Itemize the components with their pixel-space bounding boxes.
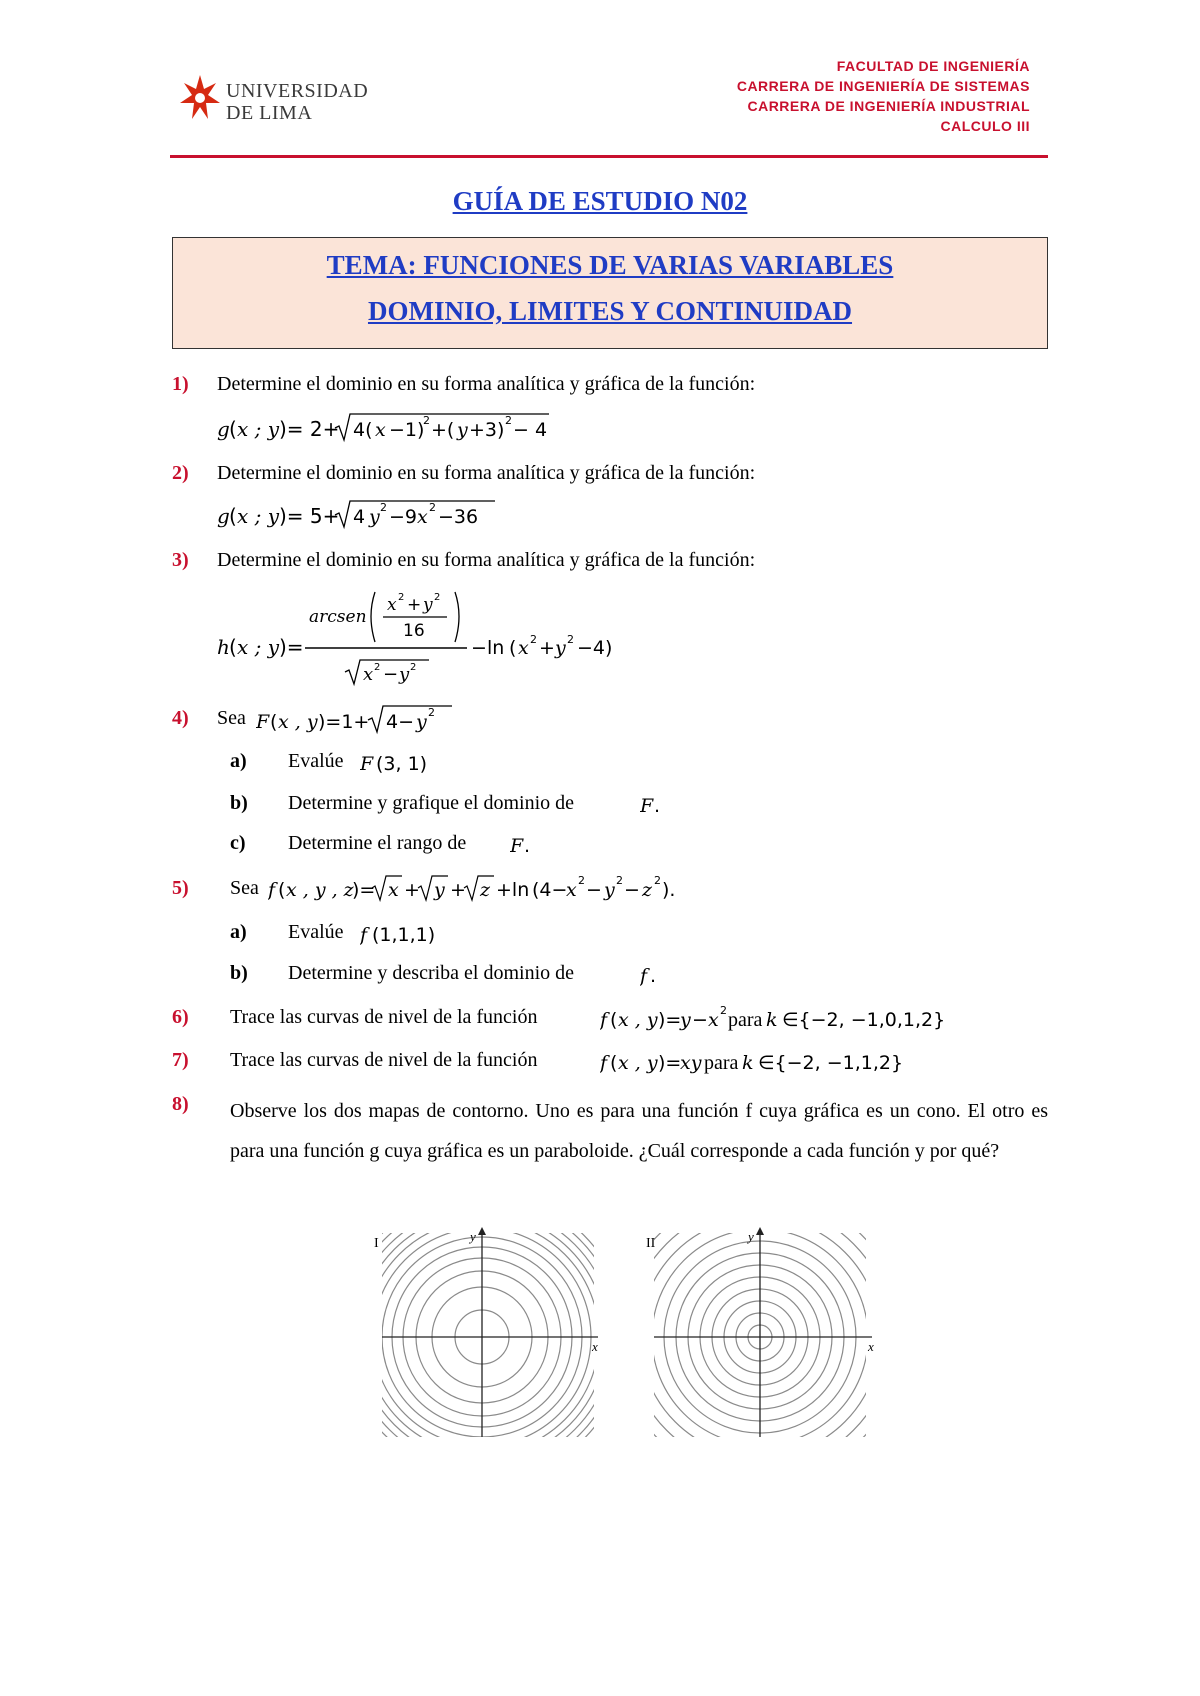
contour-map-I <box>370 1225 610 1445</box>
svg-text:k: k <box>742 1052 754 1074</box>
svg-text:(: ( <box>509 637 517 659</box>
svg-text:2: 2 <box>720 1004 727 1017</box>
svg-text:F: F <box>360 753 374 775</box>
svg-text:4(: 4( <box>353 419 373 441</box>
problem-5-number: 5) <box>172 877 189 899</box>
problem-8-text: Observe los dos mapas de contorno. Uno es para una función f cuya gráfica es un cono. El otro es para una función g cuya gráfica es un paraboloide. ¿Cuál corresponde a cada función y por qué? <box>230 1100 1048 1162</box>
svg-text:∈{−2, −1,0,1,2}: ∈{−2, −1,0,1,2} <box>782 1009 946 1031</box>
svg-text:+(: +( <box>431 419 455 441</box>
svg-text:y: y <box>399 664 410 685</box>
problem-5-text: Sea <box>230 877 259 899</box>
logo-line-1: UNIVERSIDAD <box>226 80 369 102</box>
svg-text:(: ( <box>229 417 237 441</box>
svg-text:2: 2 <box>410 662 417 673</box>
svg-text:(: ( <box>610 1009 618 1031</box>
problem-4-text: Sea <box>217 707 246 729</box>
svg-text:2: 2 <box>434 592 441 603</box>
problem-3-number: 3) <box>172 549 189 571</box>
svg-text:x ; y: x ; y <box>237 417 280 441</box>
problem-5b-text: Determine y describa el dominio de <box>288 962 575 984</box>
svg-text:)=: )= <box>352 879 376 901</box>
problem-4c-text: Determine el rango de <box>288 832 467 854</box>
svg-text:f: f <box>360 924 368 946</box>
svg-text:)= 5+: )= 5+ <box>279 504 340 528</box>
problem-1-formula <box>217 410 577 444</box>
svg-text:)= 2+: )= 2+ <box>279 417 340 441</box>
svg-text:−: − <box>383 664 399 685</box>
problem-4a-text: Evalúe <box>288 750 344 772</box>
problem-2-text: Determine el dominio en su forma analítica y gráfica de la función: <box>217 462 756 484</box>
problem-3-text: Determine el dominio en su forma analítica y gráfica de la función: <box>217 549 756 571</box>
problem-5a-formula <box>360 915 450 954</box>
svg-text:2: 2 <box>374 662 381 673</box>
university-logo <box>178 70 378 130</box>
problem-1-number: 1) <box>172 373 189 395</box>
svg-text:−: − <box>586 879 602 901</box>
svg-text:F: F <box>256 711 270 733</box>
svg-text:z: z <box>642 879 653 901</box>
svg-text:(: ( <box>229 635 237 659</box>
svg-text:(1,1,1): (1,1,1) <box>372 924 436 946</box>
svg-text:+: + <box>404 879 420 901</box>
svg-text:+: + <box>407 595 422 615</box>
svg-text:y: y <box>416 711 427 733</box>
svg-text:2: 2 <box>428 706 435 719</box>
svg-text:+ln: +ln <box>496 879 530 901</box>
svg-text:ln: ln <box>487 637 505 659</box>
svg-text:.: . <box>650 965 657 987</box>
svg-text:2: 2 <box>380 501 387 514</box>
svg-text:.: . <box>654 795 661 817</box>
problem-2-number: 2) <box>172 462 189 484</box>
svg-text:g: g <box>217 504 230 528</box>
svg-text:arcsen: arcsen <box>309 607 367 627</box>
topic-line-1: TEMA: FUNCIONES DE VARIAS VARIABLES <box>326 250 894 280</box>
svg-text:2: 2 <box>398 592 405 603</box>
svg-text:f: f <box>640 965 648 987</box>
problem-4c-label: c) <box>230 832 246 854</box>
svg-text:k: k <box>766 1009 778 1031</box>
svg-text:x , y , z: x , y , z <box>286 879 354 901</box>
svg-text:y: y <box>423 595 433 615</box>
problem-6-number: 6) <box>172 1006 189 1028</box>
problem-4b-label: b) <box>230 792 248 814</box>
svg-text:h: h <box>217 635 230 659</box>
svg-text:y: y <box>680 1009 691 1031</box>
problem-4b-text: Determine y grafique el dominio de <box>288 792 575 814</box>
svg-text:2: 2 <box>429 501 436 514</box>
svg-text:x: x <box>387 595 397 615</box>
header-line: CARRERA DE INGENIERÍA INDUSTRIAL <box>747 98 1030 114</box>
svg-text:(3, 1): (3, 1) <box>376 753 428 775</box>
svg-text:−36: −36 <box>438 506 479 528</box>
problem-5-formula <box>268 868 718 909</box>
svg-text:x: x <box>518 637 529 659</box>
svg-text:4−: 4− <box>386 711 415 733</box>
svg-text:2: 2 <box>423 414 430 427</box>
svg-text:F: F <box>640 795 654 817</box>
svg-text:x ; y: x ; y <box>237 635 280 659</box>
problem-6-text: Trace las curvas de nivel de la función <box>230 1006 538 1028</box>
svg-text:4: 4 <box>353 506 366 528</box>
svg-text:∈{−2, −1,1,2}: ∈{−2, −1,1,2} <box>758 1052 904 1074</box>
svg-text:(: ( <box>270 711 278 733</box>
svg-text:f: f <box>600 1009 608 1031</box>
problem-5a-label: a) <box>230 921 247 943</box>
map-I-x-label: x <box>592 1339 598 1354</box>
svg-text:+: + <box>539 637 555 659</box>
svg-text:(: ( <box>610 1052 618 1074</box>
problem-4a-formula <box>360 744 450 783</box>
svg-text:2: 2 <box>616 874 623 887</box>
svg-text:−1): −1) <box>389 419 425 441</box>
svg-text:−9: −9 <box>389 506 418 528</box>
svg-text:−4): −4) <box>577 637 613 659</box>
problem-5b-formula <box>640 956 670 995</box>
map-I-y-label: y <box>470 1229 476 1244</box>
svg-text:2: 2 <box>567 633 574 646</box>
problem-4-number: 4) <box>172 707 189 729</box>
svg-text:x: x <box>708 1009 719 1031</box>
logo-line-2: DE LIMA <box>226 102 313 124</box>
svg-text:y: y <box>604 879 615 901</box>
svg-text:2: 2 <box>578 874 585 887</box>
svg-text:x: x <box>566 879 577 901</box>
svg-text:−: − <box>471 637 487 659</box>
svg-text:)=1+: )=1+ <box>318 711 370 733</box>
svg-text:(: ( <box>229 504 237 528</box>
svg-text:)=: )= <box>658 1052 682 1074</box>
svg-text:g: g <box>217 417 230 441</box>
logo-star-icon <box>178 73 222 123</box>
map-I-label: I <box>374 1236 379 1251</box>
topic-line-2: DOMINIO, LIMITES Y CONTINUIDAD <box>367 296 853 326</box>
svg-text:(4−: (4− <box>532 879 568 901</box>
svg-text:).: ). <box>662 879 676 901</box>
problem-3-formula <box>217 586 637 701</box>
svg-text:x , y: x , y <box>618 1052 658 1074</box>
svg-text:x: x <box>375 419 386 441</box>
svg-text:16: 16 <box>403 621 425 641</box>
problem-4b-formula <box>640 786 670 825</box>
svg-text:y: y <box>555 637 566 659</box>
svg-text:−: − <box>692 1009 708 1031</box>
problem-4c-formula <box>510 826 540 865</box>
svg-text:x: x <box>363 664 374 685</box>
svg-text:)=: )= <box>658 1009 682 1031</box>
svg-text:f: f <box>268 879 276 901</box>
svg-text:+: + <box>450 879 466 901</box>
svg-text:x: x <box>388 879 399 901</box>
svg-text:y: y <box>369 506 380 528</box>
svg-text:y: y <box>434 879 445 901</box>
svg-text:x , y: x , y <box>618 1009 658 1031</box>
svg-text:−: − <box>624 879 640 901</box>
problem-4-formula <box>256 700 466 741</box>
problem-2-formula <box>217 497 517 538</box>
problem-5a-text: Evalúe <box>288 921 344 943</box>
header-line: FACULTAD DE INGENIERÍA <box>836 58 1030 74</box>
topic-box <box>172 237 1048 349</box>
svg-text:f: f <box>600 1052 608 1074</box>
header-divider <box>170 155 1048 158</box>
problem-7-para: para <box>704 1052 739 1074</box>
problem-7-text: Trace las curvas de nivel de la función <box>230 1049 538 1071</box>
svg-text:2: 2 <box>505 414 512 427</box>
svg-text:2: 2 <box>654 874 661 887</box>
problem-8-number: 8) <box>172 1093 189 1115</box>
header-line: CARRERA DE INGENIERÍA DE SISTEMAS <box>736 78 1030 94</box>
problem-1-text: Determine el dominio en su forma analítica y gráfica de la función: <box>217 373 756 395</box>
problem-5b-label: b) <box>230 962 248 984</box>
svg-text:xy: xy <box>680 1052 702 1074</box>
problem-7-formula <box>600 1041 940 1082</box>
svg-text:x ; y: x ; y <box>237 504 280 528</box>
header-faculty-block <box>737 56 1030 136</box>
map-II-y-label: y <box>748 1229 754 1244</box>
svg-text:)=: )= <box>279 635 304 659</box>
problem-4a-label: a) <box>230 750 247 772</box>
svg-text:y: y <box>457 419 468 441</box>
svg-text:2: 2 <box>530 633 537 646</box>
page-title: GUÍA DE ESTUDIO N02 <box>452 186 748 216</box>
problem-6-formula <box>600 998 1000 1039</box>
map-II-label: II <box>646 1236 656 1251</box>
svg-text:x , y: x , y <box>278 711 318 733</box>
svg-text:− 4: − 4 <box>513 419 548 441</box>
svg-text:.: . <box>524 835 531 857</box>
problem-6-para: para <box>728 1009 763 1031</box>
header-line: CALCULO III <box>940 118 1030 134</box>
svg-text:(: ( <box>278 879 286 901</box>
svg-text:+3): +3) <box>469 419 505 441</box>
svg-text:x: x <box>417 506 428 528</box>
contour-map-II <box>642 1225 882 1445</box>
problem-7-number: 7) <box>172 1049 189 1071</box>
svg-text:z: z <box>480 879 491 901</box>
svg-text:F: F <box>510 835 524 857</box>
map-II-x-label: x <box>868 1339 874 1354</box>
